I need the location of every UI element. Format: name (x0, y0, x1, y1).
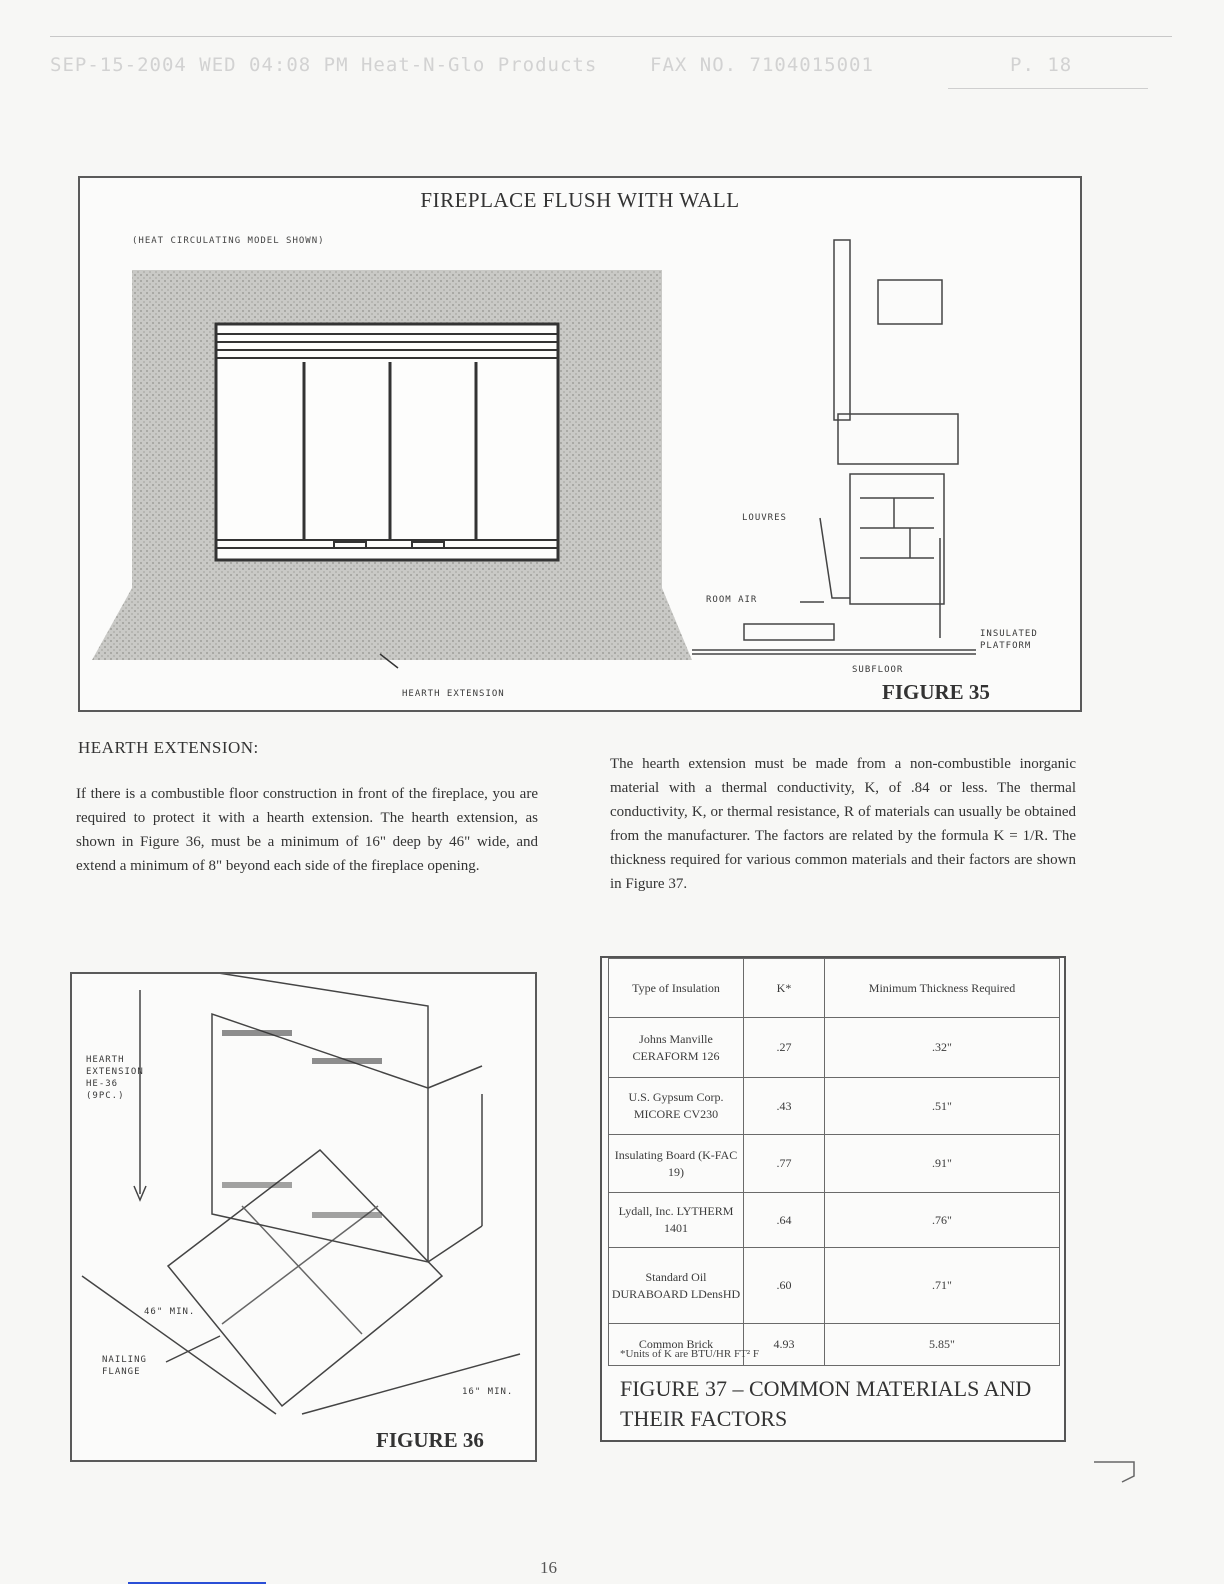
label-fig36-hearth-extension: HEARTH EXTENSION HE-36 (9PC.) (86, 1055, 144, 1101)
cell-k: .60 (744, 1248, 825, 1324)
figure-36 (70, 972, 537, 1462)
fax-header-page: P. 18 (1010, 54, 1073, 76)
cell-k: .64 (744, 1193, 825, 1248)
table-footnote: *Units of K are BTU/HR FT² F (620, 1348, 759, 1360)
cell-name: Common Brick (609, 1324, 744, 1366)
cell-name: Insulating Board (K-FAC 19) (609, 1135, 744, 1193)
cell-k: 4.93 (744, 1324, 825, 1366)
col-header-type: Type of Insulation (609, 959, 744, 1018)
cell-thickness: .76" (825, 1193, 1060, 1248)
label-nailing-flange: NAILING FLANGE (102, 1355, 147, 1377)
hearth-paragraph-right: The hearth extension must be made from a non-combustible inorganic material with a thermal conductivity, K, of .84 or less. The thermal conductivity, K, or thermal resistance, R of materials can usually be obtained from the manufacturer. The factors are related by the formula K = 1/R. The thickness required for various common materials and their factors are shown in Figure 37. (610, 756, 1076, 892)
cell-thickness: .32" (825, 1018, 1060, 1078)
label-louvres: LOUVRES (742, 513, 787, 523)
cell-thickness: .91" (825, 1135, 1060, 1193)
figure-35-title: FIREPLACE FLUSH WITH WALL (420, 188, 740, 212)
page-number: 16 (540, 1558, 557, 1577)
side-section (692, 240, 976, 654)
cell-k: .27 (744, 1018, 825, 1078)
fireplace-opening (216, 324, 558, 560)
label-subfloor: SUBFLOOR (852, 665, 904, 675)
hearth-extension-heading: HEARTH EXTENSION: (78, 738, 259, 757)
cell-name: U.S. Gypsum Corp. MICORE CV230 (609, 1078, 744, 1135)
label-hearth-extension: HEARTH EXTENSION (402, 689, 505, 699)
fireplace-face (212, 1014, 428, 1262)
label-room-air: ROOM AIR (706, 595, 758, 605)
table-row (609, 1078, 1060, 1135)
cell-name: Johns Manville CERAFORM 126 (609, 1018, 744, 1078)
col-header-thickness: Minimum Thickness Required (825, 959, 1060, 1018)
cell-thickness: 5.85" (825, 1324, 1060, 1366)
cell-thickness: .71" (825, 1248, 1060, 1324)
cell-k: .77 (744, 1135, 825, 1193)
cell-name: Standard Oil DURABOARD LDensHD (609, 1248, 744, 1324)
table-row (609, 1018, 1060, 1078)
label-insulated-platform: INSULATED PLATFORM (980, 629, 1038, 651)
figure-35-note: (HEAT CIRCULATING MODEL SHOWN) (132, 236, 325, 246)
figure-35-caption: FIGURE 35 (882, 680, 990, 704)
table-row (609, 1135, 1060, 1193)
figure-35 (78, 176, 1082, 712)
col-header-k: K* (744, 959, 825, 1018)
fax-underline (948, 88, 1148, 89)
hearth-paragraph-left: If there is a combustible floor construction in front of the fireplace, you are required to protect it with a hearth extension. The hearth extension, as shown in Figure 36, must be a minimum of 16" deep by 46" wide, and extend a minimum of 8" beyond each side of the fireplace opening. (76, 786, 538, 874)
fax-header-number: FAX NO. 7104015001 (650, 54, 874, 76)
figure-35-drawing (80, 178, 1080, 710)
cell-thickness: .51" (825, 1078, 1060, 1135)
corner-mark (1092, 1446, 1140, 1486)
table-row (609, 1248, 1060, 1324)
cell-name: Lydall, Inc. LYTHERM 1401 (609, 1193, 744, 1248)
hearth-slab (168, 1150, 442, 1406)
figure-37 (600, 956, 1066, 1442)
figure-36-caption: FIGURE 36 (376, 1428, 484, 1452)
hearth-extension-floor (92, 588, 692, 660)
cell-k: .43 (744, 1078, 825, 1135)
label-46-min: 46" MIN. (144, 1307, 196, 1317)
fax-header-rule (50, 36, 1172, 37)
insulation-table (608, 958, 1060, 1366)
fax-header (50, 54, 1170, 76)
figure-37-caption: FIGURE 37 – COMMON MATERIALS AND THEIR FACTORS (620, 1376, 1032, 1431)
dimension-46-line (82, 1276, 276, 1414)
fax-header-sender: SEP-15-2004 WED 04:08 PM Heat-N-Glo Products (50, 54, 598, 76)
label-16-min: 16" MIN. (462, 1387, 514, 1397)
table-row (609, 1193, 1060, 1248)
